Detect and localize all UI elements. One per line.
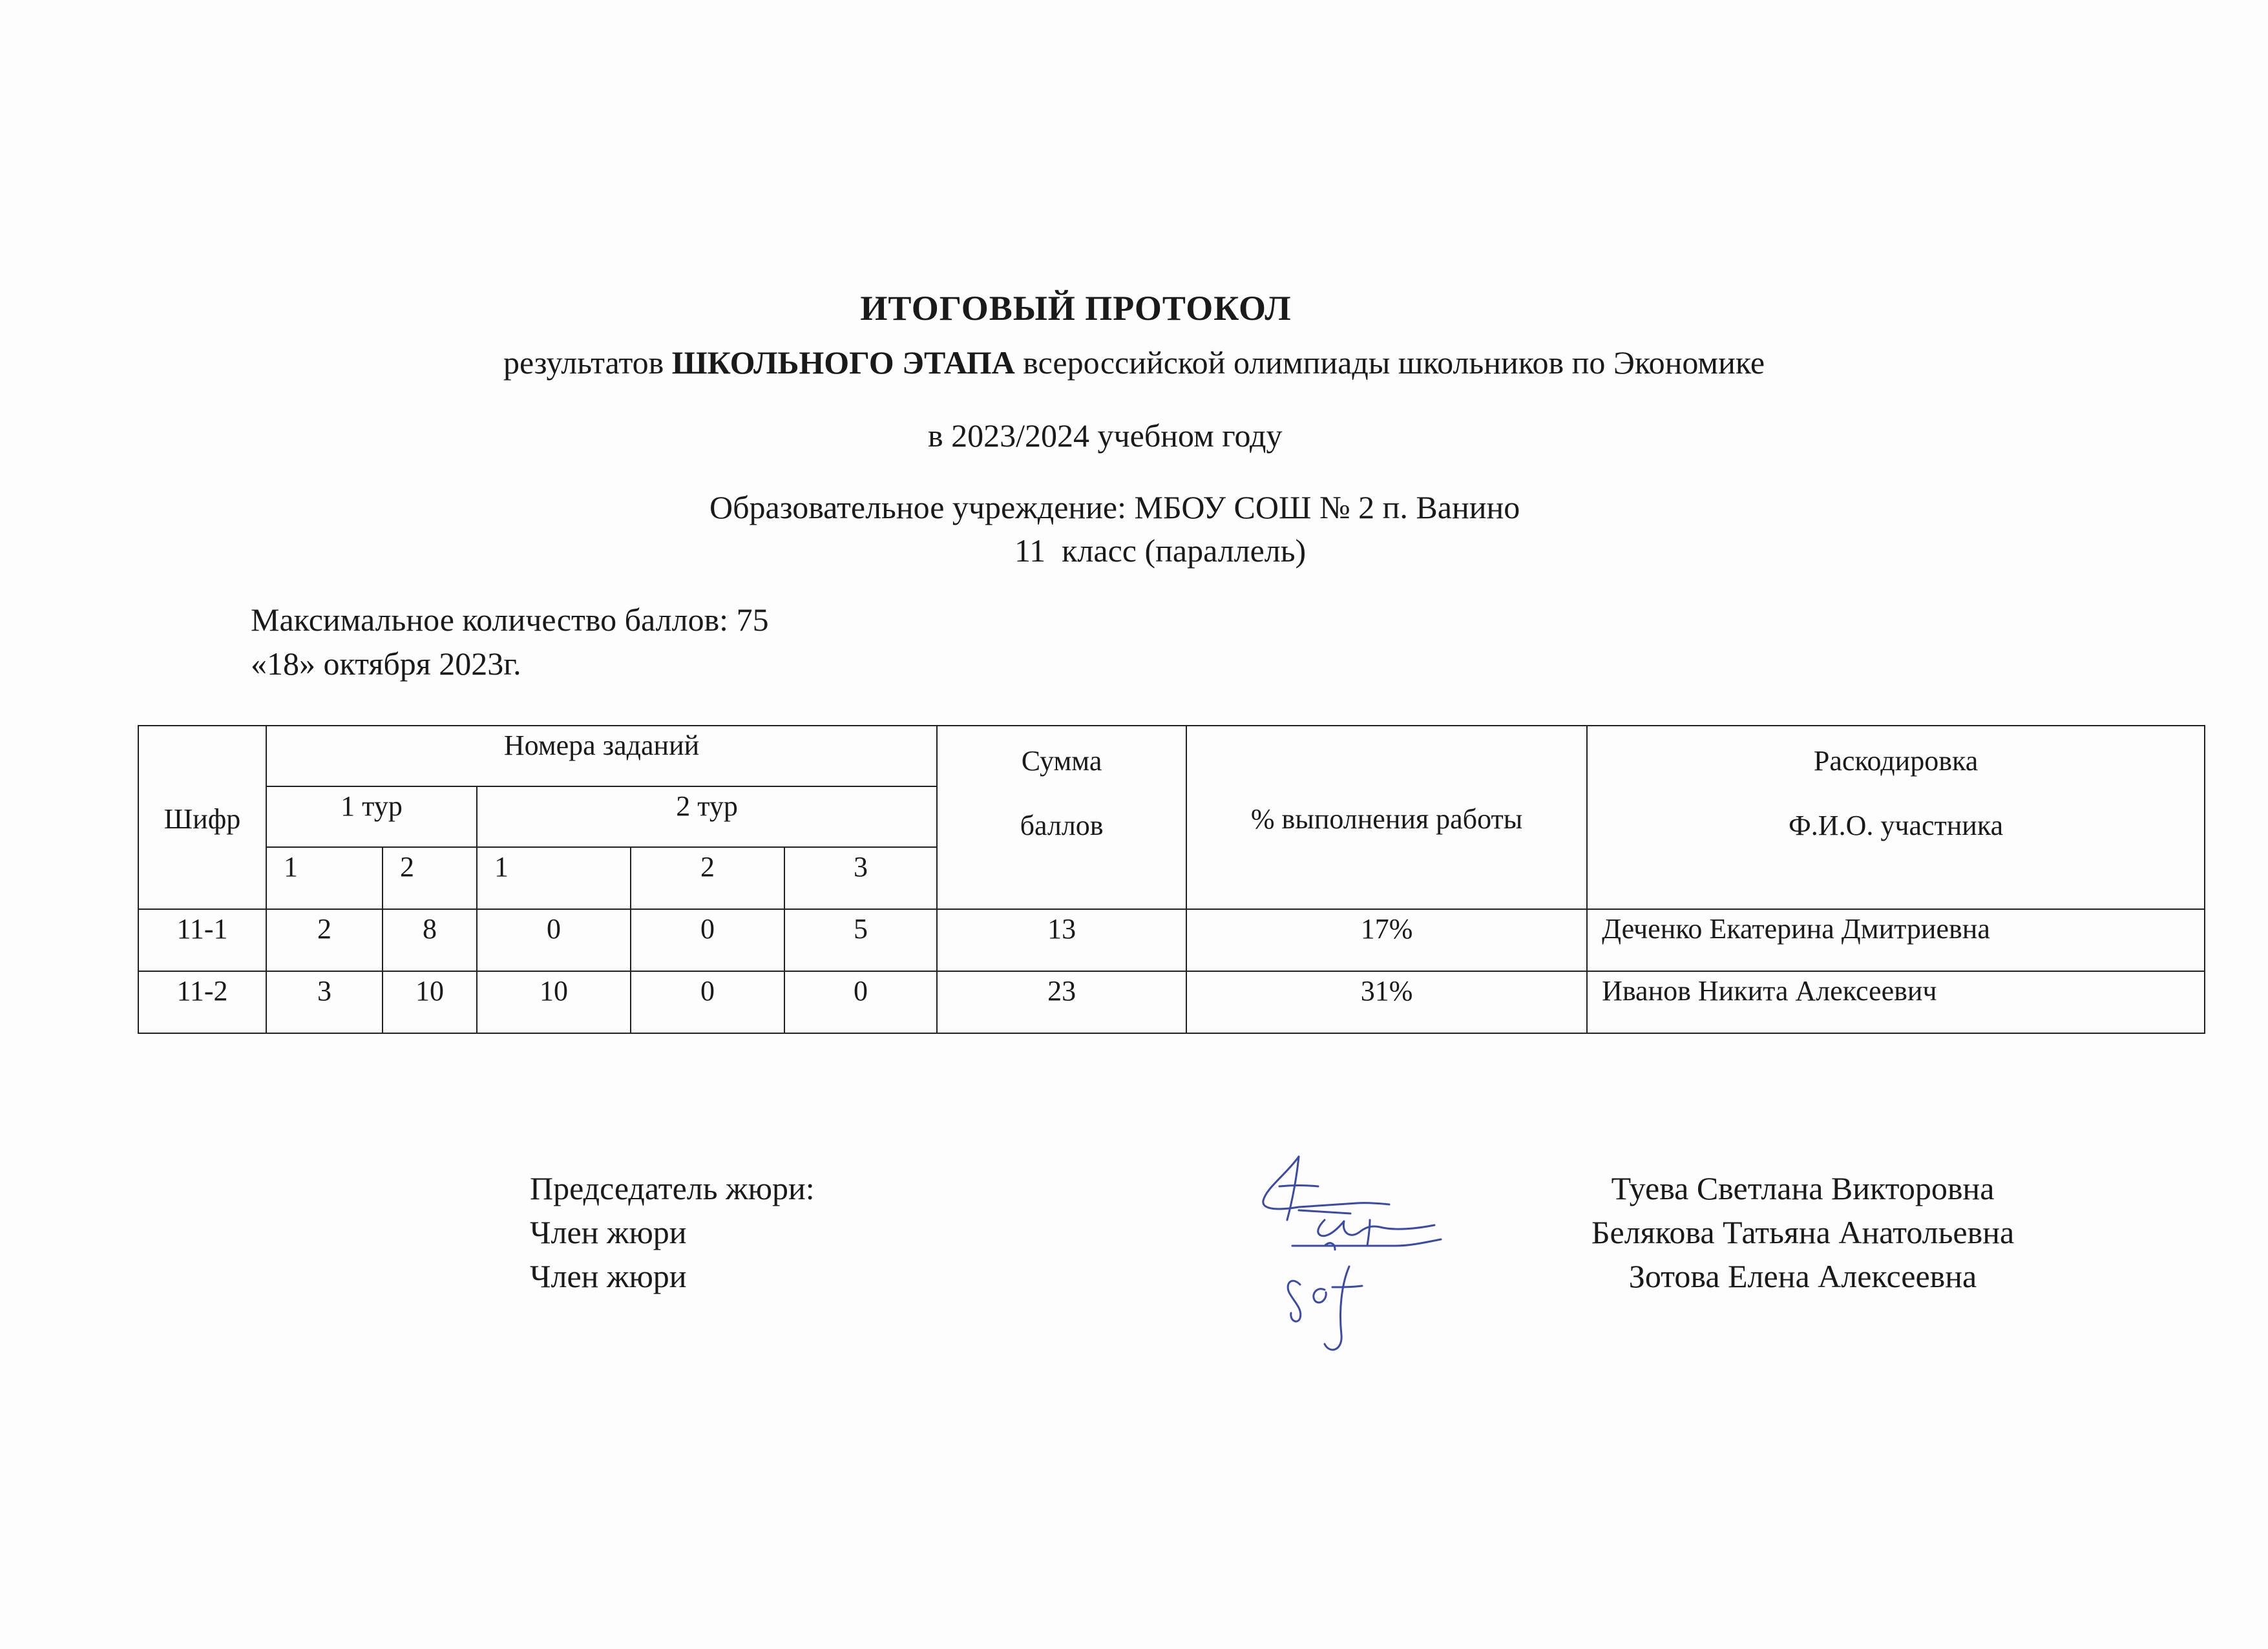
header-row-1 bbox=[138, 726, 2205, 786]
table-row bbox=[138, 971, 2205, 1033]
row-percent: 17% bbox=[1186, 909, 1587, 971]
grade-label: 11 класс (параллель) bbox=[1014, 532, 1307, 569]
row-score: 3 bbox=[266, 971, 383, 1033]
header-code: Шифр bbox=[138, 726, 266, 909]
task-number: 2 bbox=[631, 847, 784, 909]
task-number: 3 bbox=[784, 847, 937, 909]
header-round-1: 1 тур bbox=[266, 786, 477, 847]
row-score: 10 bbox=[383, 971, 477, 1033]
header-sum-line2: баллов bbox=[1020, 810, 1104, 841]
jury-member-name-1: Белякова Татьяна Анатольевна bbox=[1591, 1214, 2015, 1250]
row-score: 0 bbox=[631, 971, 784, 1033]
jury-member-label-1: Член жюри bbox=[530, 1214, 687, 1250]
table-row bbox=[138, 909, 2205, 971]
document-subtitle bbox=[0, 344, 2268, 381]
header-sum bbox=[937, 726, 1186, 909]
protocol-date: «18» октября 2023г. bbox=[251, 646, 521, 682]
row-name: Иванов Никита Алексеевич bbox=[1587, 971, 2205, 1033]
row-name: Деченко Екатерина Дмитриевна bbox=[1587, 909, 2205, 971]
row-score: 2 bbox=[266, 909, 383, 971]
jury-chair-label: Председатель жюри: bbox=[530, 1170, 815, 1206]
row-percent: 31% bbox=[1186, 971, 1587, 1033]
jury-member-label-2: Член жюри bbox=[530, 1258, 687, 1294]
row-score: 8 bbox=[383, 909, 477, 971]
jury-chair-name: Туева Светлана Викторовна bbox=[1611, 1170, 1995, 1206]
row-sum: 23 bbox=[937, 971, 1186, 1033]
task-number: 2 bbox=[383, 847, 477, 909]
row-code: 11-1 bbox=[138, 909, 266, 971]
header-decode-line1: Раскодировка bbox=[1813, 745, 1979, 777]
results-table bbox=[138, 725, 2205, 1034]
document-title: ИТОГОВЫЙ ПРОТОКОЛ bbox=[860, 289, 1292, 328]
school-name: Образовательное учреждение: МБОУ СОШ № 2 п. Ванино bbox=[709, 489, 1520, 525]
row-score: 10 bbox=[477, 971, 631, 1033]
task-number: 1 bbox=[477, 847, 631, 909]
row-score: 0 bbox=[784, 971, 937, 1033]
subtitle-prefix: результатов bbox=[503, 344, 672, 381]
row-code: 11-2 bbox=[138, 971, 266, 1033]
jury-signatures bbox=[1254, 1149, 1499, 1362]
task-number: 1 bbox=[266, 847, 383, 909]
academic-year: в 2023/2024 учебном году bbox=[928, 417, 1283, 454]
header-decode-line2: Ф.И.О. участника bbox=[1789, 810, 2004, 841]
row-score: 0 bbox=[477, 909, 631, 971]
row-sum: 13 bbox=[937, 909, 1186, 971]
header-sum-line1: Сумма bbox=[1021, 745, 1102, 777]
row-score: 5 bbox=[784, 909, 937, 971]
subtitle-bold: ШКОЛЬНОГО ЭТАПА bbox=[671, 344, 1015, 381]
header-decode bbox=[1587, 726, 2205, 909]
jury-member-name-2: Зотова Елена Алексеевна bbox=[1628, 1258, 1977, 1294]
header-percent: % выполнения работы bbox=[1186, 726, 1587, 909]
header-round-2: 2 тур bbox=[477, 786, 937, 847]
subtitle-suffix: всероссийской олимпиады школьников по Экономике bbox=[1014, 344, 1765, 381]
row-score: 0 bbox=[631, 909, 784, 971]
header-tasks: Номера заданий bbox=[266, 726, 937, 786]
max-score: Максимальное количество баллов: 75 bbox=[251, 602, 769, 638]
